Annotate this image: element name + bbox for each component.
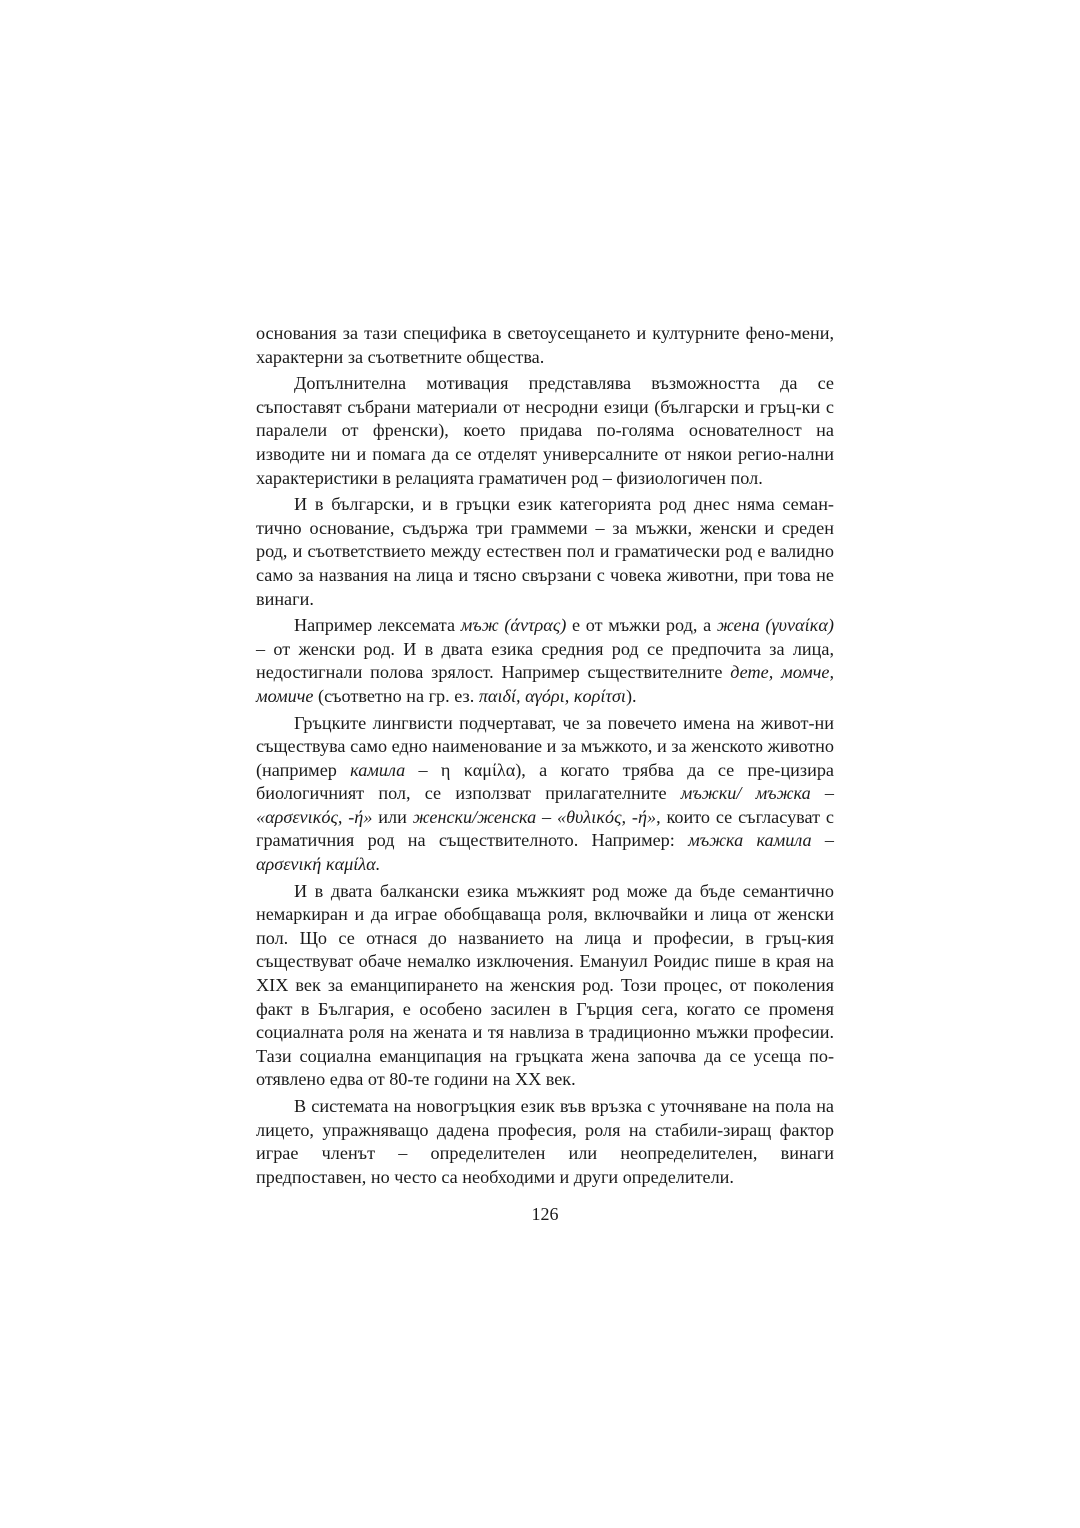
italic-term: παιδί, αγόρι, κορίτσι: [478, 685, 626, 706]
paragraph: [256, 372, 834, 490]
text-run: ).: [625, 685, 637, 706]
paragraph: [256, 712, 834, 877]
paragraph: [256, 880, 834, 1092]
body-text: [256, 322, 834, 1189]
document-page: [256, 322, 835, 1224]
text-run: – η καμίλα), а когато трябва да се пре-цизира биологичният пол, се използват прилагателните: [256, 759, 835, 804]
text-run: И в двата балкански езика мъжкият род може да бъде семантично немаркиран и да играе обобщаваща роля, включвайки и лица от женски пол. Що се отнася до названието на лица и професии, в гръц-кия съществуват обаче немалко изключения. Емануил Роидис пише в края на XIX век за еманципирането на женския род. Този процес, от поколения факт в България, е особено засилен в Гърция сега, когато се променя социалната роля на жената и тя навлиза в традиционно мъжки професии. Тази социална еманципация на гръцката жена започва да се усеща по-отявлено едва от 80-те години на XX век.: [256, 880, 834, 1090]
italic-term: мъжки/ мъжка – «αρσενικός, -ή»: [256, 783, 834, 827]
text-run: Допълнителна мотивация представлява възможността да се съпоставят събрани материали от несродни езици (български и гръц-ки с паралели от френски), което придава по-голяма основателност на изводите ни и помага да се отделят универсалните от някои регио-нални характеристики в релацията граматичен род – физиологичен пол.: [256, 373, 834, 488]
text-run: (съответно на гр. ез.: [313, 685, 479, 706]
paragraph: [256, 322, 834, 369]
paragraph: [256, 614, 834, 708]
text-run: – от женски род. И в двата езика средния род се предпочита за лица, недостигнали полова зрялост. Например съществителните: [256, 638, 834, 683]
text-run: , които се съгласуват с граматичния род на съществителното. Например:: [256, 806, 835, 851]
text-run: Гръцките лингвисти подчертават, че за повечето имена на живот-ни съществува само едно наименование и за мъжкото, и за женското животно (например: [256, 712, 834, 780]
italic-term: дете, момче, момиче: [256, 662, 834, 706]
paragraph: [256, 493, 834, 611]
italic-term: мъж (άντρας): [460, 615, 567, 636]
italic-term: камила: [350, 759, 406, 780]
page-number: 126: [531, 1204, 559, 1224]
text-run: основания за тази специфика в светоусещането и културните фено-мени, характерни за съответните общества.: [256, 323, 834, 367]
text-run: или: [372, 806, 413, 827]
text-run: е от мъжки род, а: [566, 615, 717, 636]
paragraph: [256, 1095, 834, 1189]
italic-term: женски/женска – «θυλικός, -ή»: [412, 806, 657, 827]
text-run: В системата на новогръцкия език във връзка с уточняване на пола на лицето, упражняващо дадена професия, роля на стабили-зиращ фактор играе членът – определителен или неопределителен, винаги предпоставен, но често са необходими и други определители.: [256, 1096, 834, 1187]
italic-term: мъжка камила – αρσενική καμίλα.: [256, 830, 834, 875]
text-run: И в български, и в гръцки език категорията род днес няма семан-тично основание, съдържа три граммеми – за мъжки, женски и среден род, и съответствието между естествен пол и граматически род е валидно само за названия на лица и тясно свързани с човека животни, при това не винаги.: [256, 494, 834, 609]
italic-term: жена (γυναίκα): [716, 615, 834, 636]
text-run: Например лексемата: [294, 615, 461, 636]
